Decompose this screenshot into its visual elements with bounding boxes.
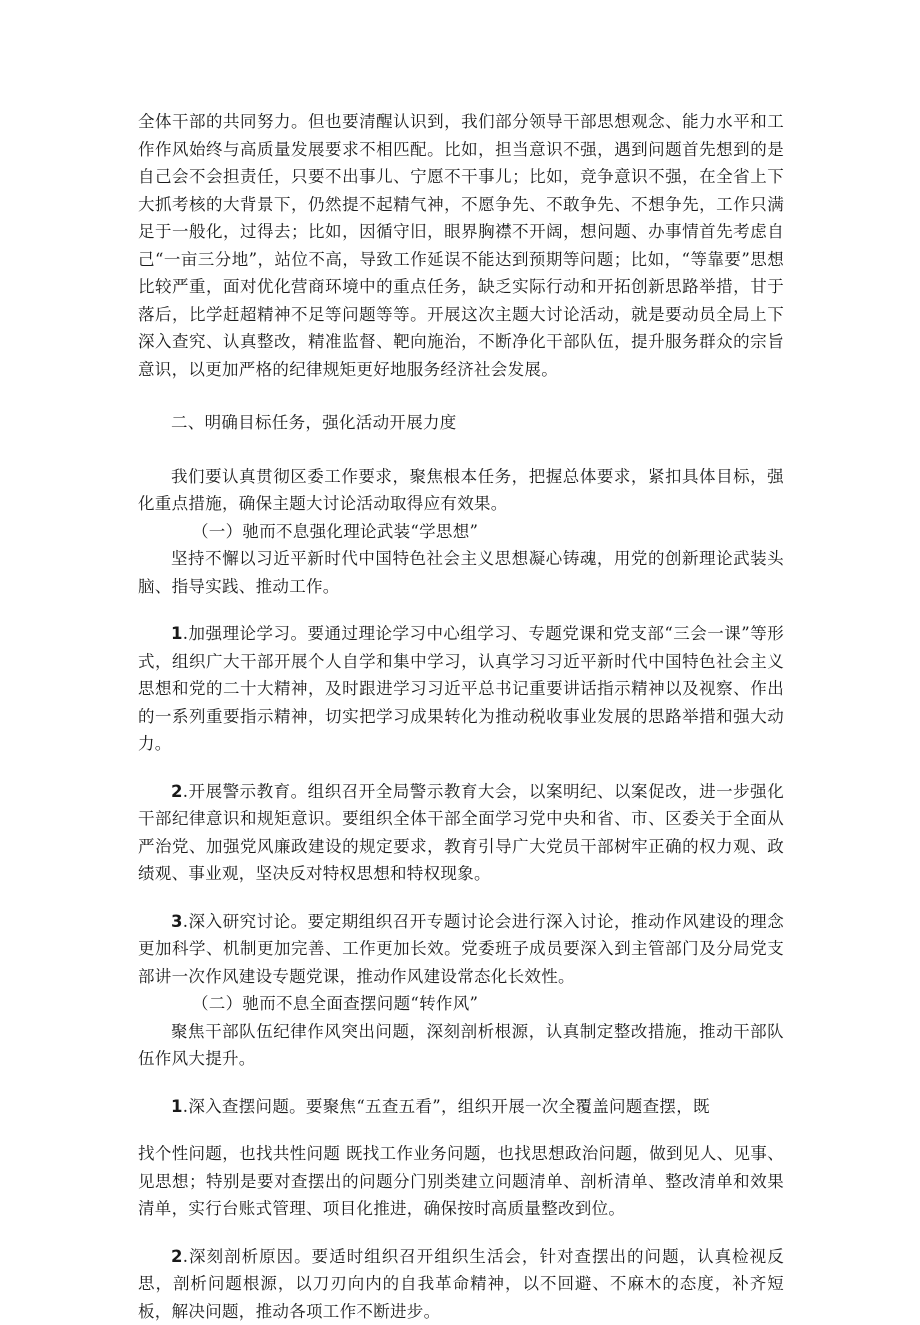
item-number: 2 (171, 782, 183, 801)
list-item-analyze-causes (138, 1243, 784, 1325)
subsection-heading-1: （一）驰而不息强化理论武装“学思想” (138, 518, 784, 546)
list-item-warning-education (138, 778, 784, 888)
paragraph-style: 聚焦干部队伍纪律作风突出问题，深刻剖析根源，认真制定整改措施，推动干部队伍作风大提升。 (138, 1018, 784, 1073)
item-number: 1 (171, 1097, 183, 1116)
item-number: 1 (171, 624, 183, 643)
subsection-heading-2: （二）驰而不息全面查摆问题“转作风” (138, 990, 784, 1018)
item-text: .深刻剖析原因。要适时组织召开组织生活会，针对查摆出的问题，认真检视反思，剖析问题根源，以刀刃向内的自我革命精神，以不回避、不麻木的态度，补齐短板，解决问题，推动各项工作不断进步。 (138, 1247, 784, 1321)
item-text: .加强理论学习。要通过理论学习中心组学习、专题党课和党支部“三会一课”等形式，组织广大干部开展个人自学和集中学习，认真学习习近平新时代中国特色社会主义思想和党的二十大精神，及时跟进学习习近平总书记重要讲话指示精神以及视察、作出的一系列重要指示精神，切实把学习成果转化为推动税收事业发展的思路举措和强大动力。 (138, 624, 784, 753)
paragraph-theory: 坚持不懈以习近平新时代中国特色社会主义思想凝心铸魂，用党的创新理论武装头脑、指导实践、推动工作。 (138, 545, 784, 600)
paragraph-intro: 全体干部的共同努力。但也要清醒认识到，我们部分领导干部思想观念、能力水平和工作作风始终与高质量发展要求不相匹配。比如，担当意识不强，遇到问题首先想到的是自己会不会担责任，只要不出事儿、宁愿不干事儿；比如，竞争意识不强，在全省上下大抓考核的大背景下，仍然提不起精气神，不愿争先、不敢争先、不想争先，工作只满足于一般化，过得去；比如，因循守旧，眼界胸襟不开阔，想问题、办事情首先考虑自己“一亩三分地”，站位不高，导致工作延误不能达到预期等问题；比如，“等靠要”思想比较严重，面对优化营商环境中的重点任务，缺乏实际行动和开拓创新思路举措，甘于落后，比学赶超精神不足等问题等等。开展这次主题大讨论活动，就是要动员全局上下深入查究、认真整改，精准监督、靶向施治，不断净化干部队伍，提升服务群众的宗旨意识，以更加严格的纪律规矩更好地服务经济社会发展。 (138, 108, 784, 383)
paragraph-goals: 我们要认真贯彻区委工作要求，聚焦根本任务，把握总体要求，紧扣具体目标，强化重点措施，确保主题大讨论活动取得应有效果。 (138, 463, 784, 518)
item-text: .开展警示教育。组织召开全局警示教育大会，以案明纪、以案促改，进一步强化干部纪律意识和规矩意识。要组织全体干部全面学习党中央和省、市、区委关于全面从严治党、加强党风廉政建设的规定要求，教育引导广大党员干部树牢正确的权力观、政绩观、事业观，坚决反对特权思想和特权现象。 (138, 782, 784, 884)
item-text: .深入研究讨论。要定期组织召开专题讨论会进行深入讨论，推动作风建设的理念更加科学、机制更加完善、工作更加长效。党委班子成员要深入到主管部门及分局党支部讲一次作风建设专题党课，推动作风建设常态化长效性。 (138, 912, 784, 986)
item-text: .深入查摆问题。要聚焦“五查五看”，组织开展一次全覆盖问题查摆，既 (183, 1097, 710, 1116)
section-heading-2: 二、明确目标任务，强化活动开展力度 (138, 409, 784, 437)
list-item-theory-study (138, 620, 784, 758)
list-item-find-problems (138, 1093, 784, 1121)
item-number: 3 (171, 912, 183, 931)
document-body (138, 108, 784, 1325)
item-number: 2 (171, 1247, 183, 1266)
paragraph-find-problems-cont: 找个性问题，也找共性问题 既找工作业务问题，也找思想政治问题，做到见人、见事、见思想；特别是要对查摆出的问题分门别类建立问题清单、剖析清单、整改清单和效果清单，实行台账式管理、项目化推进，确保按时高质量整改到位。 (138, 1140, 784, 1223)
list-item-research-discussion (138, 908, 784, 991)
